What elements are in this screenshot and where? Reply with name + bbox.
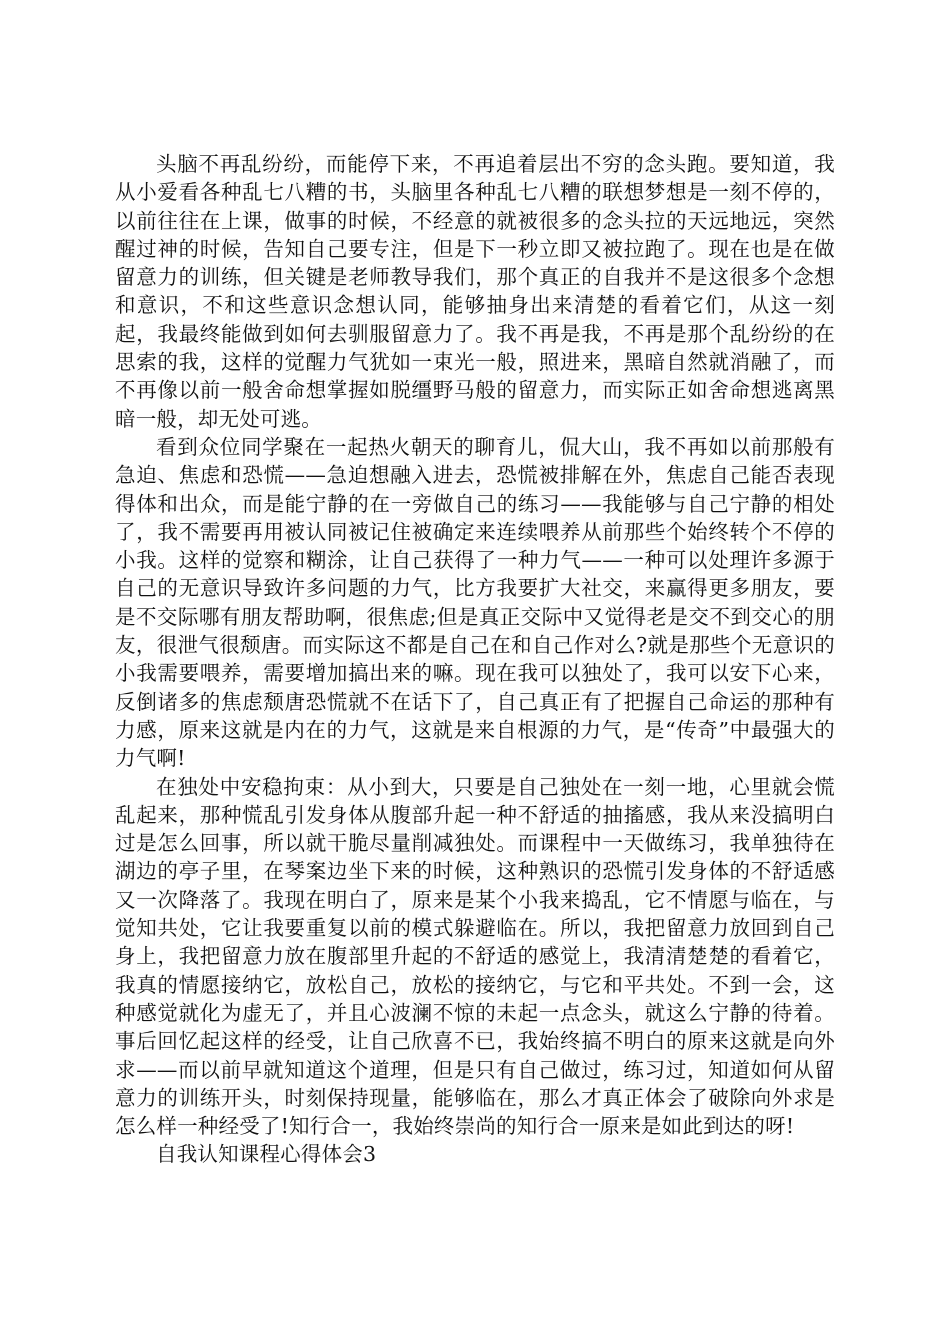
section-heading: 自我认知课程心得体会3 xyxy=(156,1142,377,1167)
paragraph-2: 看到众位同学聚在一起热火朝天的聊育儿，侃大山，我不再如以前那般有急迫、焦虑和恐慌——急迫想融入进去，恐慌被排解在外，焦虑自己能否表现得体和出众，而是能宁静的在一旁做自己的练习——我能够与自己宁静的相处了，我不需要再用被认同被记住被确定来连续喂养从前那些个始终转个不停的小我。这样的觉察和糊涂，让自己获得了一种力气——一种可以处理许多源于自己的无意识导致许多问题的力气，比方我要扩大社交，来赢得更多朋友，要是不交际哪有朋友帮助啊，很焦虑;但是真正交际中又觉得老是交不到交心的朋友，很泄气很颓唐。而实际这不都是自己在和自己作对么?就是那些个无意识的小我需要喂养，需要增加搞出来的嘛。现在我可以独处了，我可以安下心来，反倒诸多的焦虑颓唐恐慌就不在话下了，自己真正有了把握自己命运的那种有力感，原来这就是内在的力气，这就是来自根源的力气，是“传奇”中最强大的力气啊! xyxy=(115,434,835,771)
paragraph-3: 在独处中安稳拘束：从小到大，只要是自己独处在一刻一地，心里就会慌乱起来，那种慌乱引发身体从腹部升起一种不舒适的抽搐感，我从来没搞明白过是怎么回事，所以就干脆尽量削减独处。而课程中一天做练习，我单独待在湖边的亭子里，在琴案边坐下来的时候，这种熟识的恐慌引发身体的不舒适感又一次降落了。我现在明白了，原来是某个小我来捣乱，它不情愿与临在，与觉知共处，它让我要重复以前的模式躲避临在。所以，我把留意力放回到自己身上，我把留意力放在腹部里升起的不舒适的感觉上，我清清楚楚的看着它，我真的情愿接纳它，放松自己，放松的接纳它，与它和平共处。不到一会，这种感觉就化为虚无了，并且心波澜不惊的未起一点念头，就这么宁静的待着。事后回忆起这样的经受，让自己欣喜不已，我始终搞不明白的原来这就是向外求——而以前早就知道这个道理，但是只有自己做过，练习过，知道如何从留意力的训练开头，时刻保持现量，能够临在，那么才真正体会了破除向外求是怎么样一种经受了!知行合一，我始终崇尚的知行合一原来是如此到达的呀! xyxy=(115,774,835,1139)
paragraph-1: 头脑不再乱纷纷，而能停下来，不再追着层出不穷的念头跑。要知道，我从小爱看各种乱七八糟的书，头脑里各种乱七八糟的联想梦想是一刻不停的，以前往往在上课，做事的时候，不经意的就被很多的念头拉的天远地远，突然醒过神的时候，告知自己要专注，但是下一秒立即又被拉跑了。现在也是在做留意力的训练，但关键是老师教导我们，那个真正的自我并不是这很多个念想和意识，不和这些意识念想认同，能够抽身出来清楚的看着它们，从这一刻起，我最终能做到如何去驯服留意力了。我不再是我，不再是那个乱纷纷的在思索的我，这样的觉醒力气犹如一束光一般，照进来，黑暗自然就消融了，而不再像以前一般舍命想掌握如脱缰野马般的留意力，而实际正如舍命想逃离黑暗一般，却无处可逃。 xyxy=(115,152,835,431)
document-body xyxy=(115,150,835,1169)
